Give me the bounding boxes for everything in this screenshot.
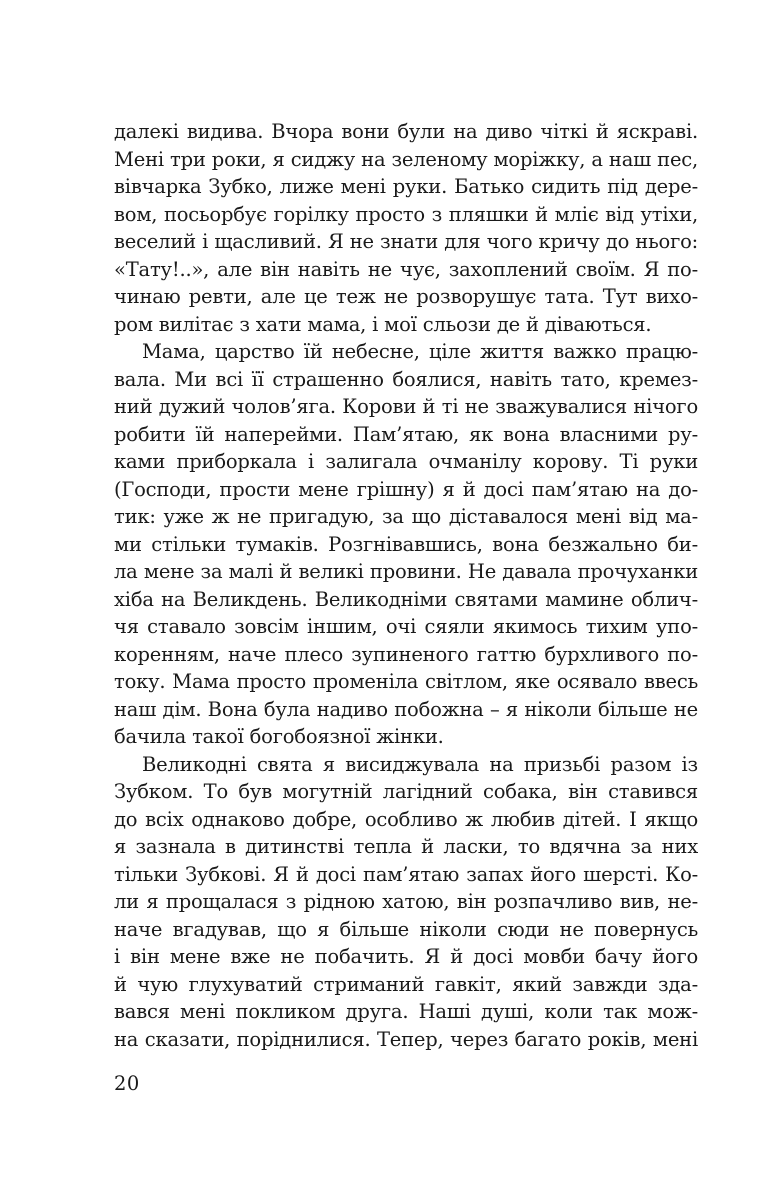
- paragraph: [114, 751, 698, 1054]
- text-line: вом, посьорбує горілку просто з пляшки й мліє від утіхи,: [114, 202, 698, 226]
- text-line: вала. Ми всі її страшенно боялися, навіть тато, кремез-: [114, 367, 698, 391]
- text-line: Мені три роки, я сиджу на зеленому моріжку, а наш пес,: [114, 147, 698, 171]
- text-line: Зубком. То був могутній лагідний собака, він ставився: [114, 780, 698, 803]
- text-line: я зазнала в дитинстві тепла й ласки, то вдячна за них: [114, 835, 698, 858]
- body-text: [114, 118, 698, 1053]
- text-line: ний дужий чолов’яга. Корови й ті не зважувалися нічого: [114, 395, 698, 418]
- text-line: бачила такої богобоязної жінки.: [114, 725, 444, 748]
- text-line: Великодні свята я висиджувала на призьбі разом із: [142, 752, 698, 776]
- page-number: 20: [114, 1072, 140, 1095]
- text-line: на сказати, поріднилися. Тепер, через багато років, мені: [114, 1027, 698, 1051]
- text-line: току. Мама просто променіла світлом, яке осявало ввесь: [114, 670, 698, 693]
- text-line: чя ставало зовсім іншим, очі сяяли якимось тихим упо-: [114, 615, 698, 638]
- text-line: і він мене вже не побачить. Я й досі мовби бачу його: [114, 945, 698, 968]
- text-line: веселий і щасливий. Я не знати для чого кричу до нього:: [114, 230, 698, 253]
- text-line: тільки Зубкові. Я й досі пам’ятаю запах його шерсті. Ко-: [114, 862, 698, 886]
- text-line: вівчарка Зубко, лиже мені руки. Батько сидить під дере-: [114, 175, 698, 198]
- text-line: Мама, царство їй небесне, ціле життя важко працю-: [142, 340, 698, 363]
- text-line: ла мене за малі й великі провини. Не давала прочуханки: [114, 560, 698, 583]
- text-line: ками приборкала і залигала очманілу корову. Ті руки: [114, 450, 698, 473]
- text-line: робити їй наперейми. Пам’ятаю, як вона власними ру-: [114, 422, 698, 446]
- text-line: коренням, наче плесо зупиненого гаттю бурхливого по-: [114, 642, 698, 666]
- text-line: й чую глухуватий стриманий гавкіт, який завжди зда-: [114, 972, 698, 996]
- text-line: ли я прощалася з рідною хатою, він розпачливо вив, не-: [114, 890, 698, 913]
- text-line: ми стільки тумаків. Розгнівавшись, вона безжально би-: [114, 532, 698, 556]
- text-line: вався мені покликом друга. Наші душі, коли так мож-: [114, 1000, 698, 1023]
- text-line: наш дім. Вона була надиво побожна – я ніколи більше не: [114, 697, 698, 721]
- paragraph: [114, 118, 698, 338]
- text-line: ром вилітає з хати мама, і мої сльози де й діваються.: [114, 312, 652, 336]
- text-line: до всіх однаково добре, особливо ж любив дітей. І якщо: [114, 807, 698, 831]
- text-line: чинаю ревти, але це теж не розворушує тата. Тут вихо-: [114, 285, 698, 308]
- text-line: далекі видива. Вчора вони були на диво чіткі й яскраві.: [114, 120, 698, 143]
- text-line: наче вгадував, що я більше ніколи сюди не повернусь: [114, 917, 698, 941]
- text-line: (Господи, прости мене грішну) я й досі пам’ятаю на до-: [114, 477, 698, 501]
- paragraph: [114, 338, 698, 751]
- text-line: «Тату!..», але він навіть не чує, захоплений своїм. Я по-: [114, 257, 698, 281]
- text-line: хіба на Великдень. Великодніми святами мамине облич-: [114, 587, 698, 611]
- text-line: тик: уже ж не пригадую, за що діставалося мені від ма-: [114, 505, 698, 528]
